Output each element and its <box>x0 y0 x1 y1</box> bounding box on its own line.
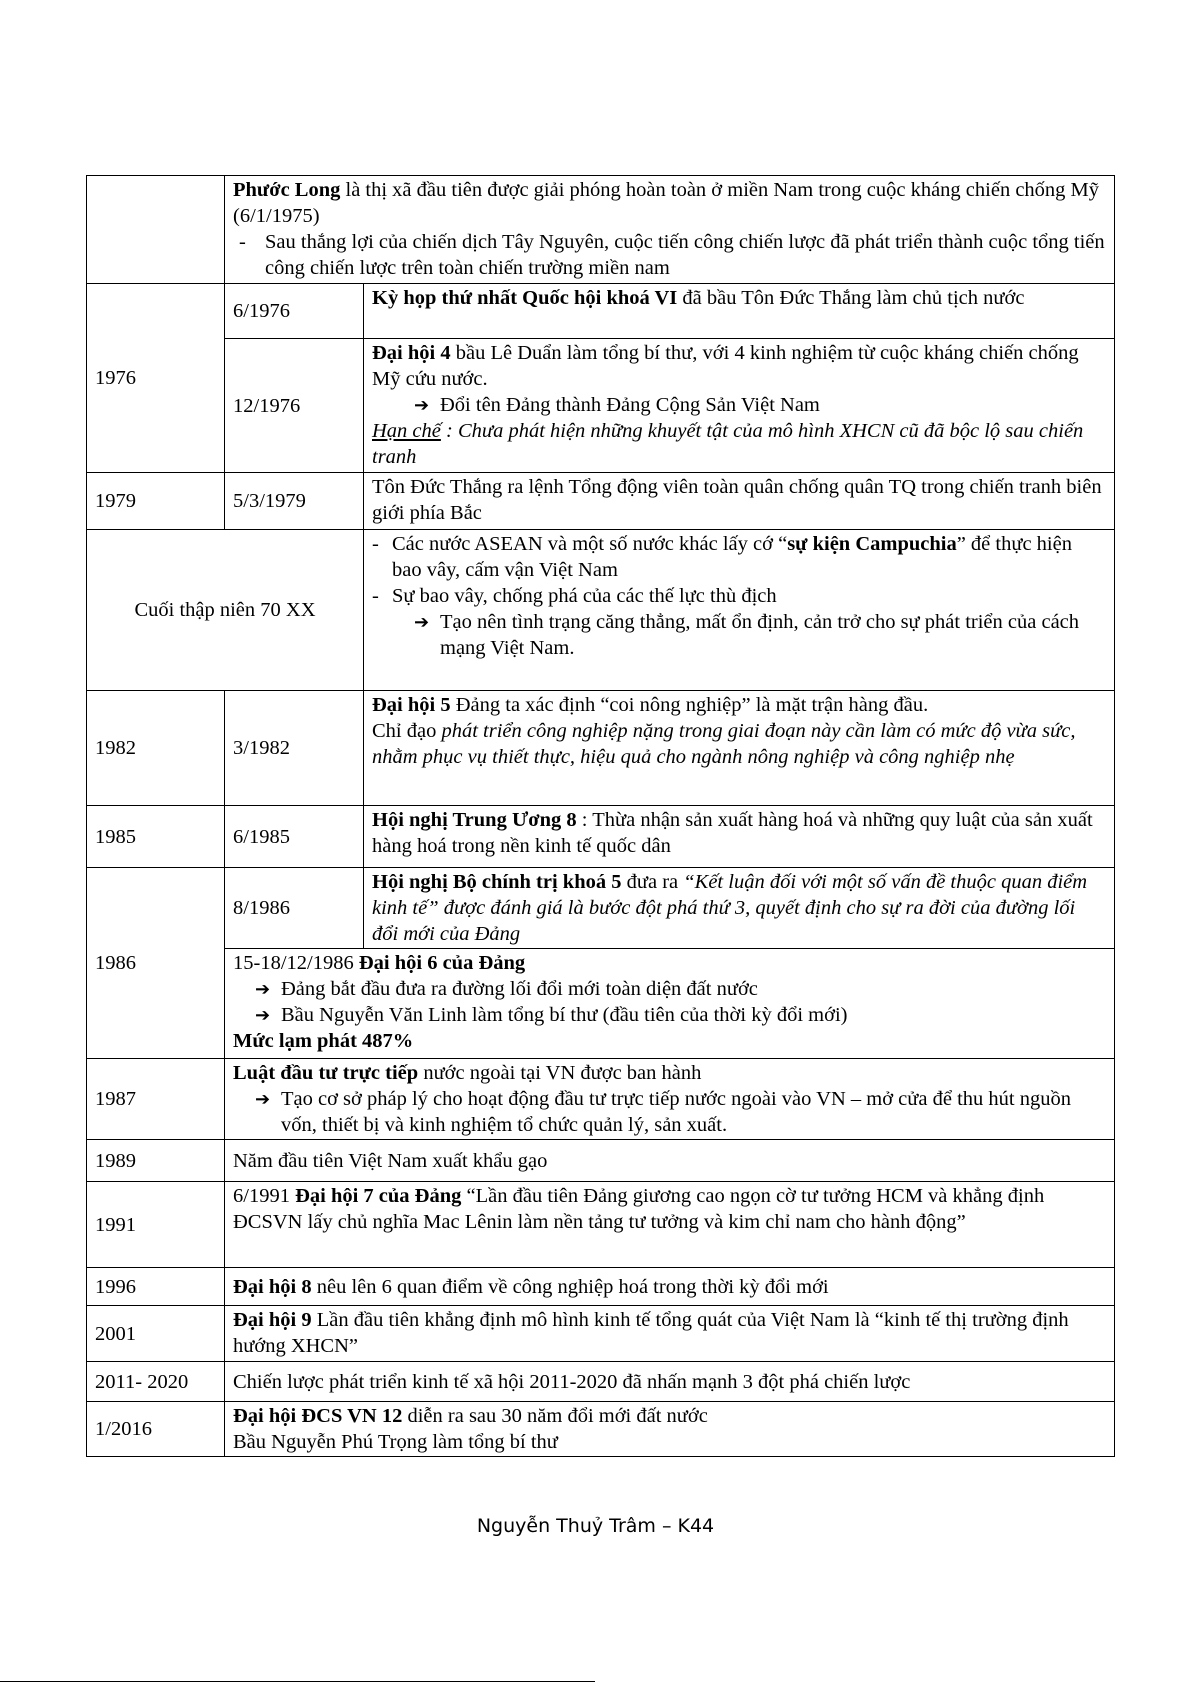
arrow-right-icon: ➔ <box>255 1005 271 1025</box>
history-timeline-table <box>86 175 1115 1457</box>
table-row <box>87 176 1115 284</box>
year-cell: 2011- 2020 <box>87 1362 225 1402</box>
table-row <box>87 1140 1115 1182</box>
event-text: : Chưa phát hiện những khuyết tật của mô hình XHCN cũ đã bộc lộ sau chiến tranh <box>372 420 1084 468</box>
arrow-right-icon: ➔ <box>414 612 430 632</box>
event-title: Đại hội 4 <box>372 342 451 364</box>
event-text: diễn ra sau 30 năm đổi mới đất nước <box>402 1405 708 1427</box>
table-row <box>87 1402 1115 1457</box>
event-text: “Lần đầu tiên Đảng giương cao ngọn cờ tư tưởng HCM và khẳng định ĐCSVN lấy chủ nghĩa Mac Lênin làm nền tảng tư tưởng và kim chỉ nam cho hành động” <box>233 1185 1045 1233</box>
arrow-right-icon: ➔ <box>255 979 271 999</box>
event-text: Lần đầu tiên khẳng định mô hình kinh tế tổng quát của Việt Nam là “kinh tế thị trường định hướng XHCN” <box>233 1309 1069 1357</box>
table-row <box>87 691 1115 806</box>
event-title: Đại hội 9 <box>233 1309 312 1331</box>
event-text: Bầu Nguyễn Phú Trọng làm tổng bí thư <box>233 1431 558 1453</box>
event-text: : Thừa nhận sản xuất hàng hoá và những quy luật của sản xuất hàng hoá trong nền kinh tế quốc dân <box>372 809 1093 857</box>
year-cell: 1985 <box>87 806 225 868</box>
year-cell: 1/2016 <box>87 1402 225 1457</box>
list-item <box>372 583 1106 609</box>
table-row <box>87 1306 1115 1362</box>
date-cell: 12/1976 <box>225 339 364 473</box>
event-text: Tạo cơ sở pháp lý cho hoạt động đầu tư trực tiếp nước ngoài vào VN – mở cửa để thu hút nguồn vốn, thiết bị và kinh nghiệm tổ chức quản lý, sản xuất. <box>281 1088 1071 1136</box>
dash-bullet: - <box>372 533 379 555</box>
event-cell <box>225 1268 1115 1306</box>
list-item <box>233 1086 1106 1138</box>
table-row <box>87 806 1115 868</box>
event-text: Đảng bắt đầu đưa ra đường lối đổi mới toàn diện đất nước <box>281 978 758 1000</box>
event-text: bầu Lê Duẩn làm tổng bí thư, với 4 kinh nghiệm từ cuộc kháng chiến chống Mỹ cứu nước. <box>372 342 1079 390</box>
event-text: Sự bao vây, chống phá của các thế lực thù địch <box>392 585 777 607</box>
year-cell: 2001 <box>87 1306 225 1362</box>
arrow-right-icon: ➔ <box>255 1089 271 1109</box>
event-title: Hội nghị Bộ chính trị khoá 5 <box>372 871 622 893</box>
event-title: Đại hội 8 <box>233 1275 312 1298</box>
event-cell <box>225 1059 1115 1140</box>
table-row <box>87 1268 1115 1306</box>
list-item <box>372 531 1106 583</box>
dash-bullet: - <box>372 585 379 607</box>
year-cell <box>87 176 225 284</box>
event-cell <box>364 806 1115 868</box>
event-text: Chỉ đạo <box>372 720 442 742</box>
event-cell <box>364 530 1115 691</box>
event-text: Sau thắng lợi của chiến dịch Tây Nguyên, cuộc tiến công chiến lược đã phát triển thành cuộc tổng tiến công chiến lược trên toàn chiến trường miền nam <box>265 231 1105 279</box>
event-text: Tạo nên tình trạng căng thẳng, mất ổn định, cản trở cho sự phát triển của cách mạng Việt Nam. <box>440 611 1080 659</box>
event-title: Đại hội 7 của Đảng <box>295 1185 462 1207</box>
event-title: Luật đầu tư trực tiếp <box>233 1062 419 1084</box>
date-cell: 6/1985 <box>225 806 364 868</box>
event-title: Đại hội 5 <box>372 694 451 716</box>
date-cell: 5/3/1979 <box>225 473 364 530</box>
arrow-right-icon: ➔ <box>414 395 430 415</box>
year-cell: 1979 <box>87 473 225 530</box>
date-cell: 8/1986 <box>225 868 364 949</box>
event-date: 6/1991 <box>233 1185 296 1207</box>
event-title: sự kiện Campuchia <box>787 533 957 555</box>
event-text: Đảng ta xác định “coi nông nghiệp” là mặt trận hàng đầu. <box>450 694 929 716</box>
event-title: Đại hội ĐCS VN 12 <box>233 1405 403 1427</box>
year-cell: 1987 <box>87 1059 225 1140</box>
list-item <box>372 609 1106 661</box>
event-cell <box>225 1402 1115 1457</box>
event-text: Các nước ASEAN và một số nước khác lấy cớ “ <box>392 533 788 555</box>
event-text: đã bầu Tôn Đức Thắng làm chủ tịch nước <box>677 287 1025 309</box>
year-cell: 1989 <box>87 1140 225 1182</box>
table-row <box>87 868 1115 949</box>
page-footer: Nguyễn Thuỷ Trâm – K44 <box>476 1515 715 1537</box>
table-row <box>87 284 1115 339</box>
event-cell <box>225 949 1115 1059</box>
event-text: nêu lên 6 quan điểm về công nghiệp hoá trong thời kỳ đổi mới <box>311 1275 829 1298</box>
table-row <box>87 1182 1115 1268</box>
table-row <box>87 1362 1115 1402</box>
event-text: đưa ra <box>621 871 684 893</box>
year-cell: 1976 <box>87 284 225 473</box>
event-cell <box>364 284 1115 339</box>
event-text: “Kết luận đối với một số vấn đề thuộc quan điểm kinh tế” được đánh giá là bước đột phá thứ 3, quyết định cho sự ra đời của đường lối đổi mới của Đảng <box>372 871 1088 945</box>
table-row <box>87 530 1115 691</box>
year-cell: 1996 <box>87 1268 225 1306</box>
event-cell <box>225 176 1115 284</box>
event-text: nước ngoài tại VN được ban hành <box>418 1062 702 1084</box>
event-cell <box>364 691 1115 806</box>
event-cell: Năm đầu tiên Việt Nam xuất khẩu gạo <box>225 1140 1115 1182</box>
event-cell: Chiến lược phát triển kinh tế xã hội 2011-2020 đã nhấn mạnh 3 đột phá chiến lược <box>225 1362 1115 1402</box>
year-cell: 1991 <box>87 1182 225 1268</box>
event-text: phát triển công nghiệp nặng trong giai đoạn này cần làm có mức độ vừa sức, nhằm phục vụ thiết thực, hiệu quả cho ngành nông nghiệp và công nghiệp nhẹ <box>372 720 1076 768</box>
event-cell <box>225 1306 1115 1362</box>
event-title: Kỳ họp thứ nhất Quốc hội khoá VI <box>372 287 678 309</box>
event-text: Bầu Nguyễn Văn Linh làm tổng bí thư (đầu tiên của thời kỳ đổi mới) <box>281 1004 848 1026</box>
list-item <box>372 392 1106 418</box>
table-row <box>87 473 1115 530</box>
event-title: Hội nghị Trung Ương 8 <box>372 809 577 831</box>
event-title: Đại hội 6 của Đảng <box>358 952 526 974</box>
event-cell <box>225 1182 1115 1268</box>
limitation-label: Hạn chế <box>372 420 441 442</box>
year-cell: 1982 <box>87 691 225 806</box>
date-cell: 3/1982 <box>225 691 364 806</box>
year-cell: 1986 <box>87 868 225 1059</box>
dash-bullet: - <box>239 231 246 253</box>
event-cell: Tôn Đức Thắng ra lệnh Tổng động viên toàn quân chống quân TQ trong chiến tranh biên giới phía Bắc <box>364 473 1115 530</box>
inflation-rate: Mức lạm phát 487% <box>233 1030 414 1052</box>
event-text: là thị xã đầu tiên được giải phóng hoàn toàn ở miền Nam trong cuộc kháng chiến chống Mỹ (6/1/1975) <box>233 179 1100 227</box>
event-cell <box>364 868 1115 949</box>
table-row <box>87 339 1115 473</box>
date-cell: 6/1976 <box>225 284 364 339</box>
period-cell: Cuối thập niên 70 XX <box>87 530 364 691</box>
event-text: ” để thực hiện bao vây, cấm vận Việt Nam <box>392 533 1072 581</box>
event-title: Phước Long <box>233 179 341 201</box>
event-date: 15-18/12/1986 <box>233 952 359 974</box>
table-row <box>87 949 1115 1059</box>
bottom-divider <box>0 1681 595 1682</box>
list-item <box>233 1002 1106 1028</box>
table-row <box>87 1059 1115 1140</box>
event-cell <box>364 339 1115 473</box>
event-text: Đổi tên Đảng thành Đảng Cộng Sản Việt Nam <box>440 394 820 416</box>
list-item <box>233 976 1106 1002</box>
list-item <box>233 229 1106 281</box>
